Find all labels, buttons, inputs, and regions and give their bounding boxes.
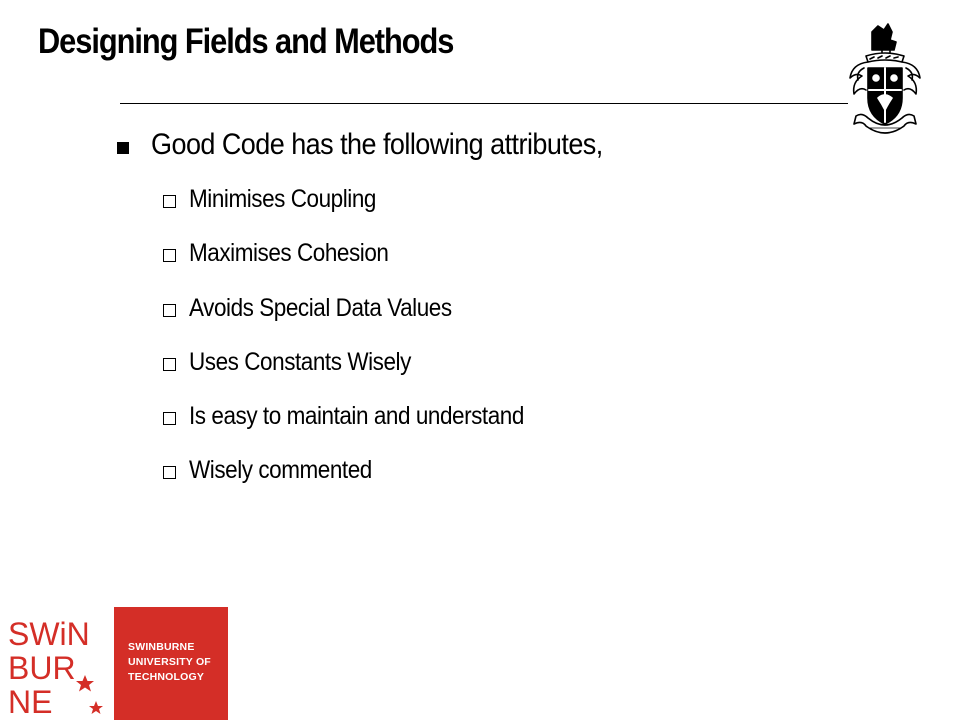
logo-wordmark [0, 607, 114, 720]
sub-bullet [163, 402, 561, 431]
logo-wordmark-line: NE [8, 684, 53, 720]
university-name-line: SWINBURNE [128, 641, 195, 653]
slide-title: Designing Fields and Methods [38, 22, 454, 61]
hollow-square-bullet-icon [163, 304, 176, 317]
sub-bullet [163, 456, 392, 485]
main-bullet-text: Good Code has the following attributes, [151, 128, 603, 161]
hollow-square-bullet-icon [163, 466, 176, 479]
main-bullet [117, 128, 653, 162]
sub-bullet [163, 239, 411, 268]
sub-bullet [163, 348, 436, 377]
sub-bullet-text: Minimises Coupling [189, 185, 376, 213]
university-name-line: TECHNOLOGY [128, 671, 205, 683]
university-name-line: UNIVERSITY OF [128, 656, 211, 668]
hollow-square-bullet-icon [163, 249, 176, 262]
swinburne-logo [0, 607, 228, 720]
sub-bullet-text: Maximises Cohesion [189, 239, 389, 267]
sub-bullet-text: Uses Constants Wisely [189, 348, 411, 376]
sub-bullet-text: Is easy to maintain and understand [189, 402, 524, 430]
hollow-square-bullet-icon [163, 412, 176, 425]
university-name [128, 640, 211, 685]
square-bullet-icon [117, 142, 129, 154]
hollow-square-bullet-icon [163, 195, 176, 208]
sub-bullet-text: Wisely commented [189, 456, 372, 484]
sub-bullet [163, 185, 397, 214]
sub-bullet-text: Avoids Special Data Values [189, 294, 452, 322]
sub-bullet [163, 294, 481, 323]
university-crest-icon [842, 20, 928, 140]
logo-wordmark-line: SWiN [8, 616, 90, 652]
hollow-square-bullet-icon [163, 358, 176, 371]
logo-wordmark-line: BUR [8, 650, 76, 686]
title-divider [120, 103, 848, 104]
